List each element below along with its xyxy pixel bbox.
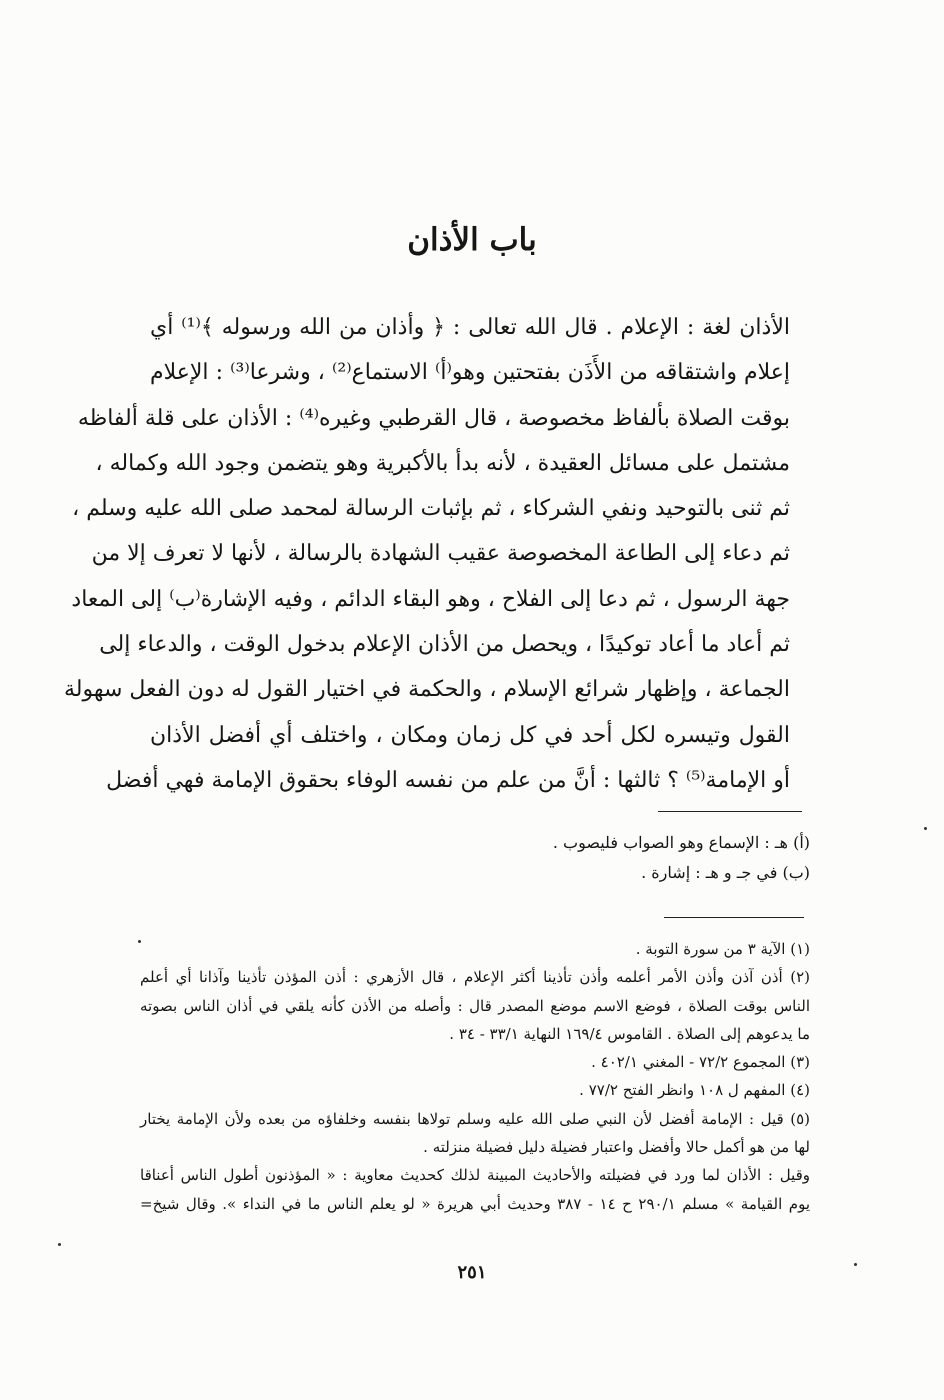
main-line: إعلام واشتقاقه من الأَذَن بفتحتين وهو⁽أ⁾ الاستماع⁽²⁾ ، وشرعا⁽³⁾ : الإعلام: [150, 360, 791, 386]
main-line: ثم دعاء إلى الطاعة المخصوصة عقيب الشهادة بالرسالة ، لأنها لا تعرف إلا من: [91, 541, 790, 567]
main-line: الجماعة ، وإظهار شرائع الإسلام ، والحكمة في اختيار القول له دون الفعل سهولة: [63, 677, 790, 703]
main-line: جهة الرسول ، ثم دعا إلى الفلاح ، وهو البقاء الدائم ، وفيه الإشارة⁽ب⁾ إلى المعاد: [71, 586, 790, 612]
scan-speck: [138, 940, 141, 943]
footnote-line: الناس بوقت الصلاة ، فوضع الاسم موضع المصدر قال : وأصله من الأذن كأنه يلقي في أذان الناس بصوته: [140, 996, 810, 1015]
variant-note: (أ) هـ : الإسماع وهو الصواب فليصوب .: [552, 833, 810, 852]
footnote-line: (١) الآية ٣ من سورة التوبة .: [635, 940, 810, 958]
main-line: مشتمل على مسائل العقيدة ، لأنه بدأ بالأكبرية وهو يتضمن وجود الله وكماله ،: [95, 450, 790, 476]
footnote-line: ما يدعوهم إلى الصلاة . القاموس ١٦٩/٤ النهاية ٣٣/١ - ٣٤ .: [449, 1024, 810, 1043]
footnote-line: لها من هو أكمل حالا وأفضل واعتبار فضيلة دليل فضيلة منزلته .: [423, 1138, 810, 1157]
main-line: ثم أعاد ما أعاد توكيدًا ، ويحصل من الأذان الإعلام بدخول الوقت ، والدعاء إلى: [99, 632, 790, 658]
footnote-line: (٢) أذن آذن وأذن الأمر أعلمه وأذن تأذينا أكثر الإعلام ، قال الأزهري : أذن المؤذن تأذينا وآذانا أي أعلم: [140, 968, 810, 987]
footnote-line: وقيل : الأذان لما ورد في فضيلته والأحاديث المبينة لذلك كحديث معاوية : « المؤذنون أطول الناس أعناقا: [140, 1166, 810, 1185]
main-line: ثم ثنى بالتوحيد ونفي الشركاء ، ثم بإثبات الرسالة لمحمد صلى الله عليه وسلم ،: [72, 496, 790, 522]
main-text-block: [63, 305, 791, 803]
main-line: الأذان لغة : الإعلام . قال الله تعالى : ﴿ وأذان من الله ورسوله ﴾⁽¹⁾ أي: [150, 315, 791, 340]
main-line: بوقت الصلاة بألفاظ مخصوصة ، قال القرطبي وغيره⁽⁴⁾ : الأذان على قلة ألفاظه: [77, 405, 790, 431]
footnote-line: (٣) المجموع ٧٢/٢ - المغني ٤٠٢/١ .: [591, 1053, 810, 1072]
scan-speck: [924, 827, 927, 830]
footnote-line: (٥) قيل : الإمامة أفضل لأن النبي صلى الله عليه وسلم تولاها بنفسه وخلفاؤه من بعده ولأن الإمامة يختار: [140, 1109, 810, 1128]
footnote-line: يوم القيامة » مسلم ٢٩٠/١ ح ١٤ - ٣٨٧ وحديث أبي هريرة « لو يعلم الناس ما في النداء ». وقال شيخ=: [140, 1194, 811, 1213]
scan-speck: [58, 1243, 61, 1246]
scan-speck: [854, 1263, 857, 1266]
chapter-title: باب الأذان: [407, 222, 537, 258]
main-line: أو الإمامة⁽⁵⁾ ؟ ثالثها : أنَّ من علم من نفسه الوفاء بحقوق الإمامة فهي أفضل: [106, 767, 790, 793]
page-number: ٢٥١: [457, 1262, 487, 1283]
variants-divider: [658, 811, 802, 812]
variant-note: (ب) في جـ و هـ : إشارة .: [641, 863, 810, 882]
footnote-line: (٤) المفهم ل ١٠٨ وانظر الفتح ٧٧/٢ .: [579, 1081, 810, 1100]
main-line: القول وتيسره لكل أحد في كل زمان ومكان ، واختلف أي أفضل الأذان: [150, 722, 790, 748]
footnotes: [140, 935, 810, 1218]
footnotes-divider: [664, 917, 804, 918]
variant-notes: [500, 828, 810, 888]
